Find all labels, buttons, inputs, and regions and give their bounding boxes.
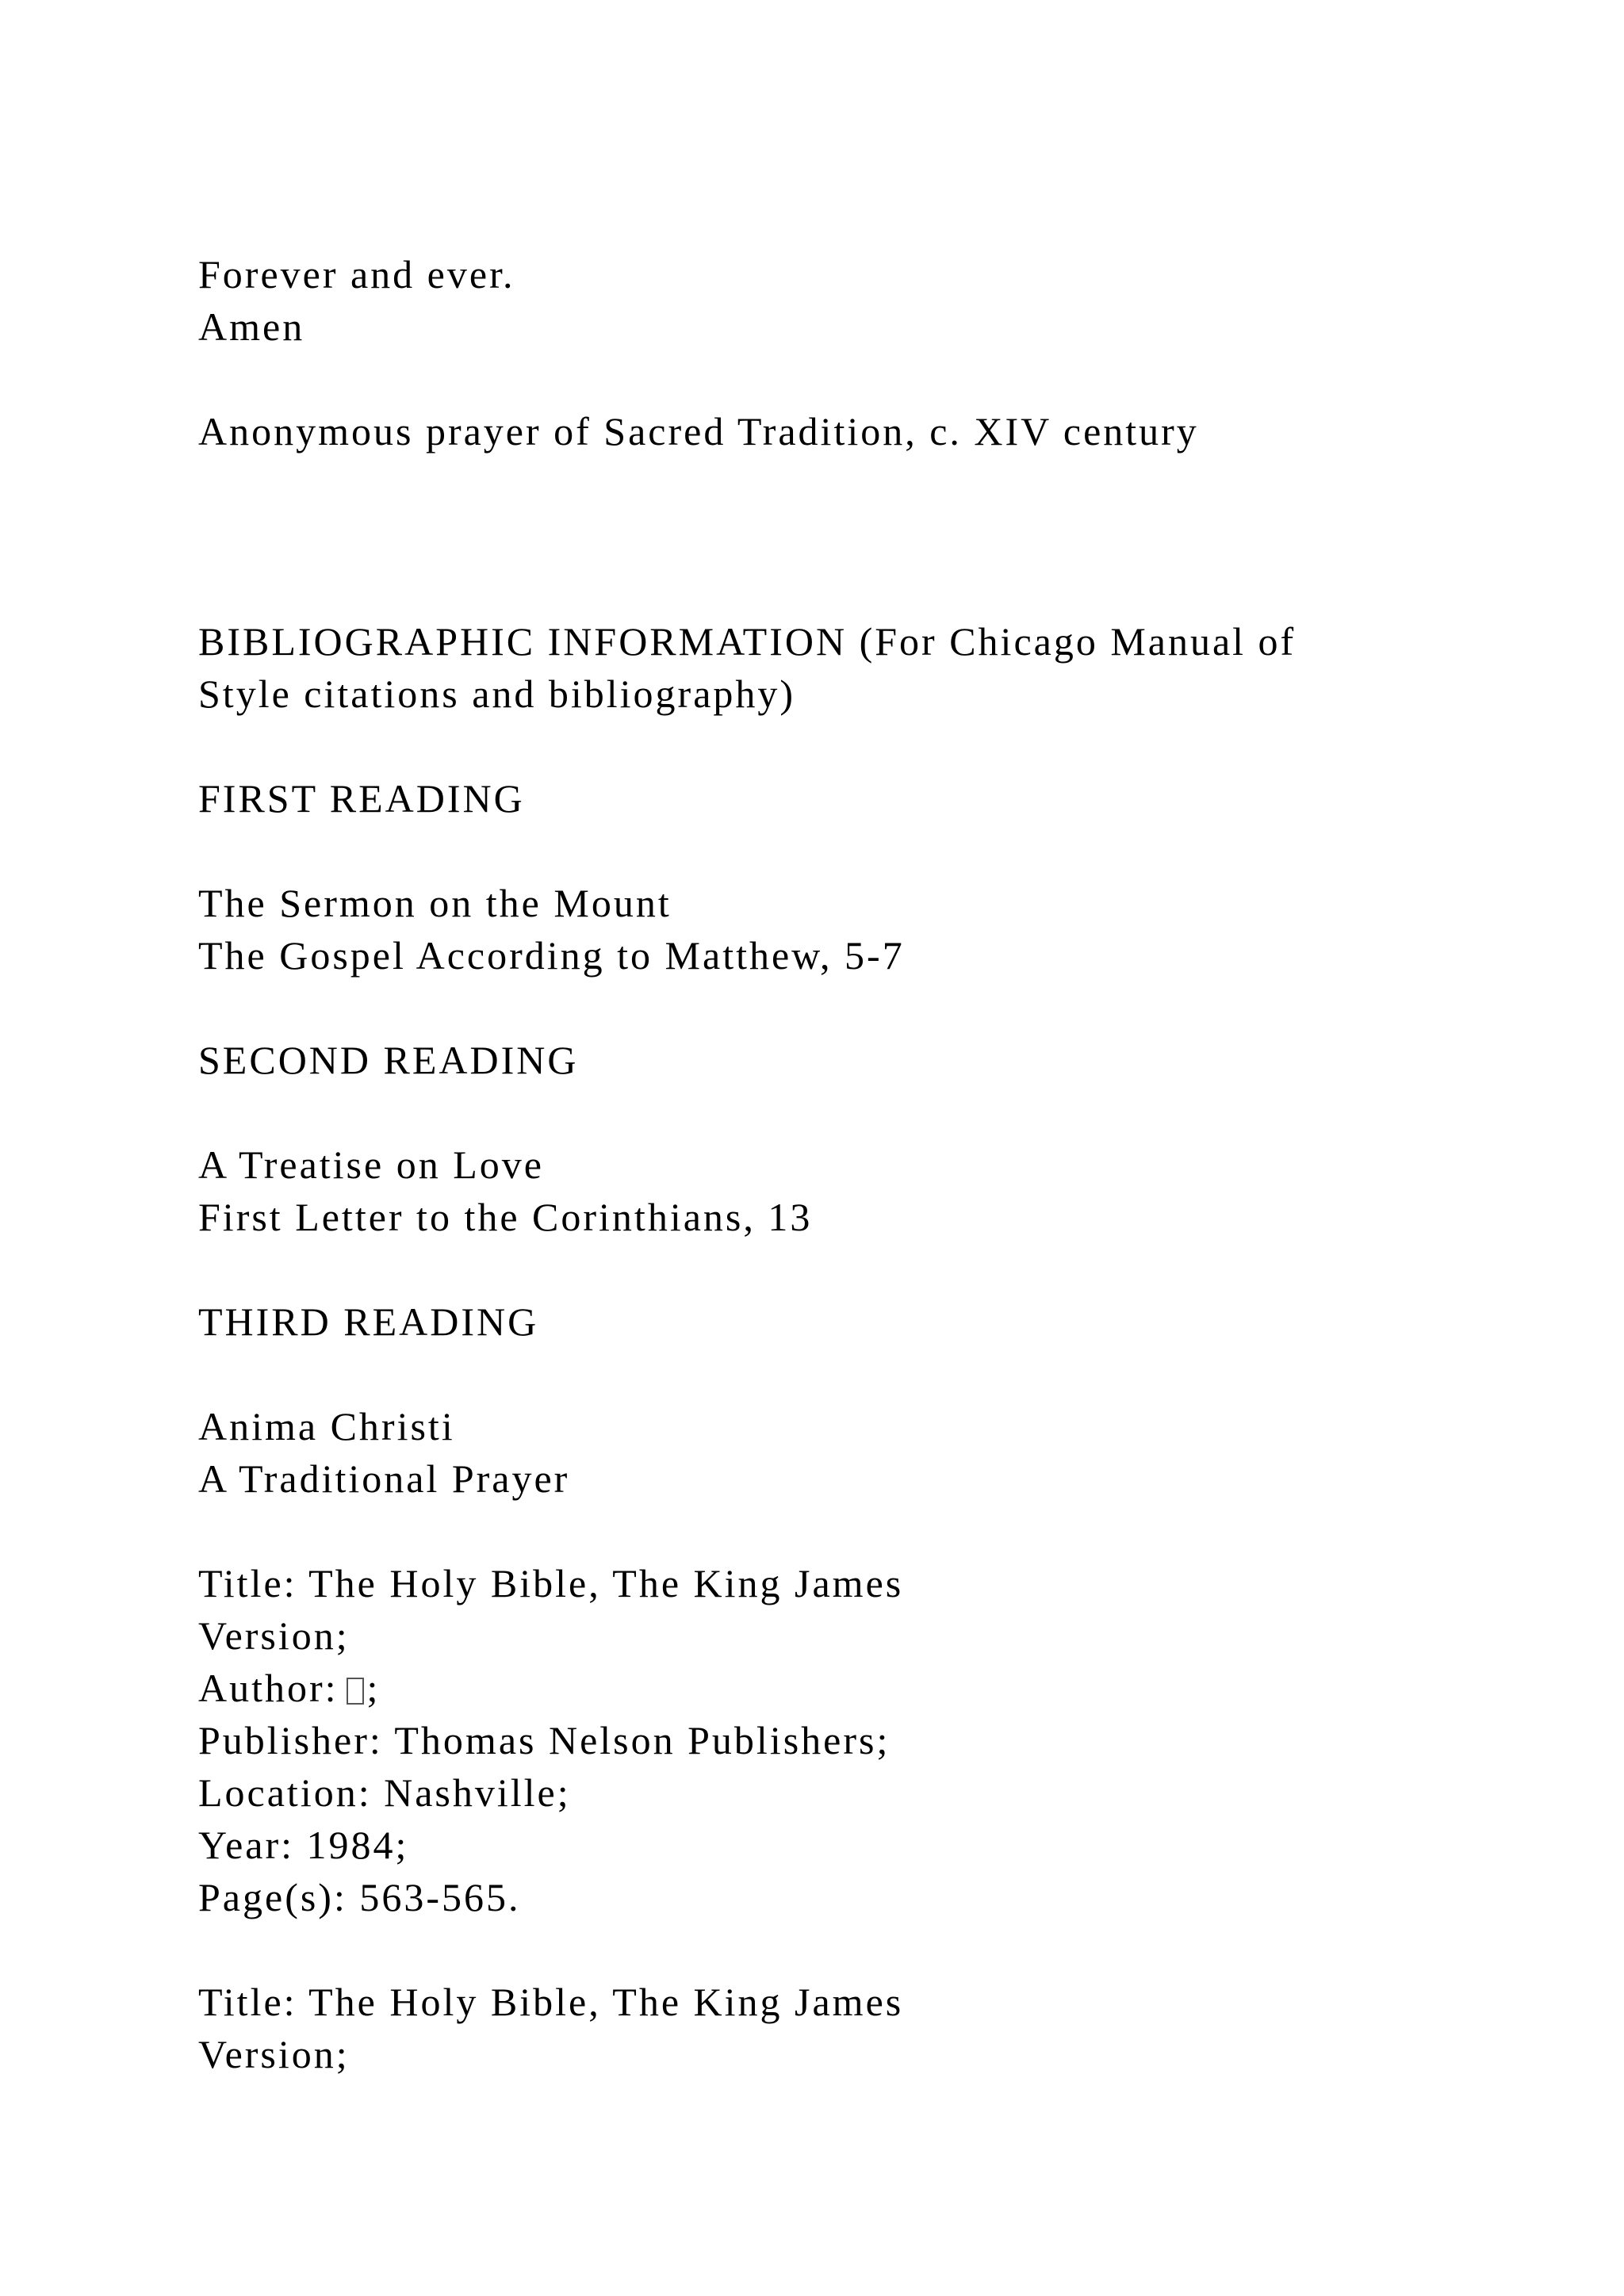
- bibliographic-heading-line-2: Style citations and bibliography): [198, 672, 796, 716]
- prayer-line-forever: Forever and ever.: [198, 252, 515, 297]
- first-reading-title: The Sermon on the Mount: [198, 881, 672, 925]
- citation-1-author: [198, 1662, 380, 1714]
- third-reading-title: Anima Christi: [198, 1404, 455, 1448]
- first-reading-source: The Gospel According to Matthew, 5-7: [198, 933, 905, 978]
- first-reading-heading: FIRST READING: [198, 776, 525, 821]
- second-reading-source: First Letter to the Corinthians, 13: [198, 1195, 813, 1239]
- citation-1-author-suffix: ;: [366, 1666, 381, 1710]
- citation-1-author-label: Author:: [198, 1666, 339, 1710]
- citation-1-pages: Page(s): 563-565.: [198, 1875, 521, 1919]
- citation-1-year: Year: 1984;: [198, 1823, 409, 1867]
- prayer-attribution: Anonymous prayer of Sacred Tradition, c. XIV century: [198, 409, 1199, 453]
- bibliographic-heading-line-1: BIBLIOGRAPHIC INFORMATION (For Chicago Manual of: [198, 619, 1297, 664]
- citation-2-title-line-1: Title: The Holy Bible, The King James: [198, 1980, 904, 2024]
- citation-1-publisher: Publisher: Thomas Nelson Publishers;: [198, 1718, 891, 1762]
- second-reading-title: A Treatise on Love: [198, 1142, 544, 1187]
- third-reading-heading: THIRD READING: [198, 1299, 539, 1344]
- citation-1-title-line-2: Version;: [198, 1613, 350, 1658]
- citation-2-title-line-2: Version;: [198, 2032, 350, 2076]
- second-reading-heading: SECOND READING: [198, 1038, 579, 1082]
- citation-1-location: Location: Nashville;: [198, 1770, 571, 1815]
- citation-1-title-line-1: Title: The Holy Bible, The King James: [198, 1561, 904, 1605]
- missing-glyph-icon: [347, 1678, 364, 1705]
- prayer-line-amen: Amen: [198, 304, 305, 349]
- third-reading-source: A Traditional Prayer: [198, 1456, 570, 1501]
